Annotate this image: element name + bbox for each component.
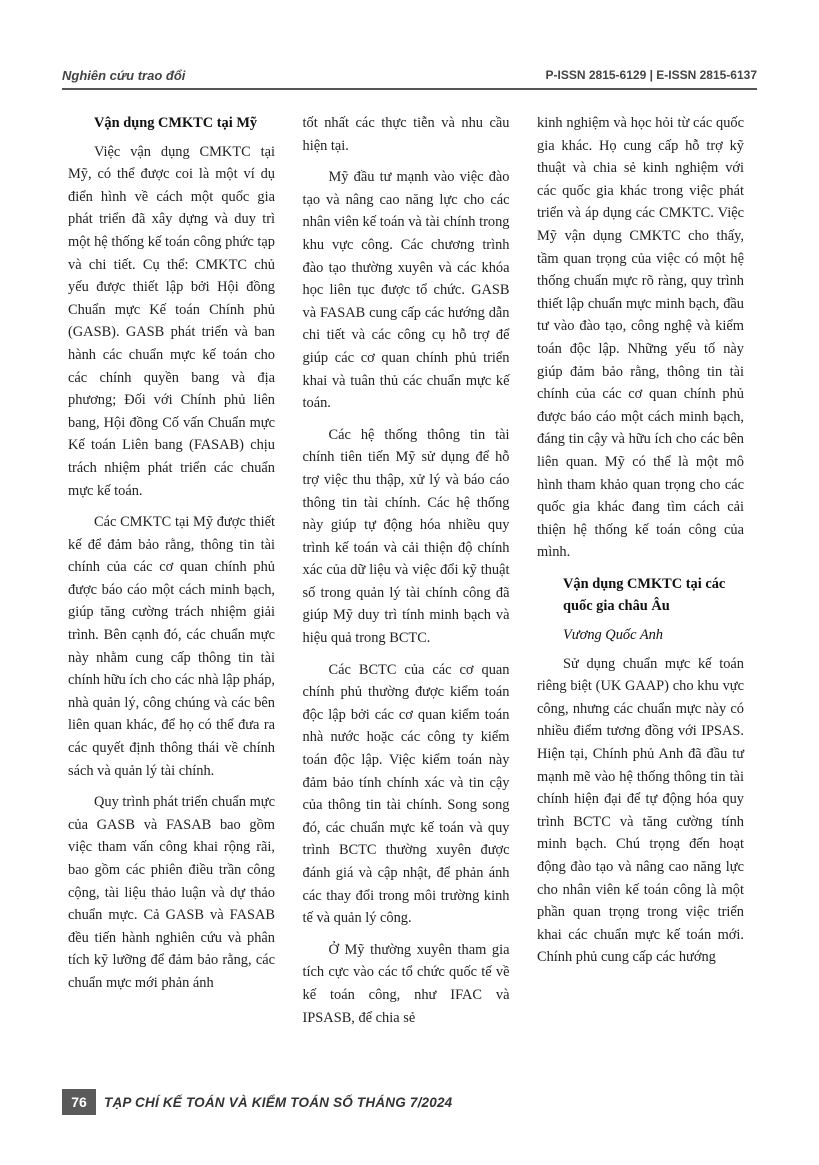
column-1 <box>68 112 275 1062</box>
paragraph: Quy trình phát triển chuẩn mực của GASB và FASAB bao gồm việc tham vấn công khai rộng rãi, bao gồm các phiên điều trần công cộng, tài liệu thảo luận và dự thảo chuẩn mực. Cả GASB và FASAB đều tiến hành nghiên cứu và phân tích kỹ lưỡng để đảm bảo rằng, các chuẩn mực mới phản ánh <box>68 794 275 991</box>
page-number: 76 <box>62 1089 96 1115</box>
paragraph: Các BCTC của các cơ quan chính phủ thường được kiểm toán độc lập bởi các cơ quan kiểm toán nhà nước hoặc các công ty kiểm toán độc lập. Việc kiểm toán này đảm bảo tính chính xác và tin cậy của thông tin tài chính. Song song đó, các chuẩn mực kế toán và quy trình BCTC thường xuyên được đánh giá và cập nhật, để phản ánh các thay đổi trong môi trường kinh tế và quản lý công. <box>302 661 510 927</box>
page-header <box>62 62 757 92</box>
paragraph: Sử dụng chuẩn mực kế toán riêng biệt (UK GAAP) cho khu vực công, nhưng các chuẩn mực này có nhiều điểm tương đồng với IPSAS. Hiện tại, Chính phủ Anh đã đầu tư mạnh mẽ vào hệ thống thông tin tài chính hiện đại để tự động hóa quy trình BCTC và tăng cường tính minh bạch. Chú trọng đến hoạt động đào tạo và nâng cao năng lực cho nhân viên kế toán công là một phần quan trọng trong việc triển khai các chuẩn mực kế toán mới. Chính phủ cung cấp các hướng <box>537 655 744 966</box>
subsection-heading: Vương Quốc Anh <box>563 627 663 644</box>
paragraph: Ở Mỹ thường xuyên tham gia tích cực vào các tổ chức quốc tế về kế toán công, như IFAC và IPSASB, để chia sẻ <box>302 941 510 1026</box>
section-title: Nghiên cứu trao đổi <box>62 68 186 83</box>
article-body <box>68 112 744 1062</box>
header-rule <box>62 88 757 90</box>
section-heading: Vận dụng CMKTC tại Mỹ <box>94 115 258 131</box>
paragraph: Việc vận dụng CMKTC tại Mỹ, có thể được coi là một ví dụ điển hình về cách một quốc gia phát triển đã xây dựng và duy trì một hệ thống kế toán công phức tạp và chi tiết. Cụ thể: CMKTC chủ yếu được thiết lập bởi Hội đồng Chuẩn mực Kế toán Chính phủ (GASB). GASB phát triển và ban hành các chuẩn mực kế toán cho các chính quyền bang và địa phương; Đối với Chính phủ liên bang, Hội đồng Cố vấn Chuẩn mực Kế toán Liên bang (FASAB) chịu trách nhiệm phát triển các chuẩn mực kế toán. <box>68 143 275 499</box>
journal-title: TẠP CHÍ KẾ TOÁN VÀ KIỂM TOÁN SỐ THÁNG 7/2024 <box>104 1094 453 1110</box>
paragraph: Các CMKTC tại Mỹ được thiết kế để đảm bảo rằng, thông tin tài chính của các cơ quan chính phủ được báo cáo một cách minh bạch, giúp tăng cường trách nhiệm giải trình. Bên cạnh đó, các chuẩn mực này nhằm cung cấp thông tin tài chính hữu ích cho các nhà lập pháp, nhà quản lý, công chúng và các bên liên quan khác, để họ có thể đưa ra các quyết định thông thái về chính sách và quản lý tài chính. <box>68 514 275 779</box>
page-footer <box>62 1088 762 1116</box>
paragraph: Mỹ đầu tư mạnh vào việc đào tạo và nâng cao năng lực cho các nhân viên kế toán và tài chính trong khu vực công. Các chương trình đào tạo thường xuyên và các khóa học liên tục được tổ chức. GASB và FASAB cung cấp các hướng dẫn chi tiết và các công cụ hỗ trợ để giúp các cơ quan chính phủ triển khai và tuân thủ các chuẩn mực kế toán. <box>302 169 510 412</box>
paragraph-continued: tốt nhất các thực tiễn và nhu cầu hiện tại. <box>302 115 510 154</box>
paragraph-continued: kinh nghiệm và học hỏi từ các quốc gia khác. Họ cung cấp hỗ trợ kỹ thuật và chia sẻ kinh nghiệm với các quốc gia khác trong việc phát triển và áp dụng các CMKTC. Việc Mỹ vận dụng CMKTC cho thấy, tầm quan trọng của việc có một hệ thống chuẩn mực rõ ràng, quy trình thiết lập chuẩn mực minh bạch, đầu tư vào đào tạo, công nghệ và kiểm toán độc lập. Những yếu tố này giúp đảm bảo rằng, thông tin tài chính của các cơ quan chính phủ được báo cáo một cách minh bạch, đáng tin cậy và hữu ích cho các bên liên quan. Mỹ có thể là một mô hình tham khảo quan trọng cho các quốc gia khác đang tìm cách cải thiện hệ thống kế toán công của mình. <box>537 115 744 561</box>
paragraph: Các hệ thống thông tin tài chính tiên tiến Mỹ sử dụng để hỗ trợ việc thu thập, xử lý và báo cáo thông tin tài chính. Các hệ thống này giúp tự động hóa nhiều quy trình kế toán và cải thiện độ chính xác của dữ liệu và việc đổi kỹ thuật số trong quản lý tài chính công đã giúp Mỹ duy trì tính minh bạch và hiệu quả trong BCTC. <box>302 426 510 647</box>
section-heading: Vận dụng CMKTC tại các quốc gia châu Âu <box>563 575 726 615</box>
column-3 <box>537 112 744 1062</box>
column-2 <box>303 112 510 1062</box>
issn-label: P-ISSN 2815-6129 | E-ISSN 2815-6137 <box>545 68 757 82</box>
